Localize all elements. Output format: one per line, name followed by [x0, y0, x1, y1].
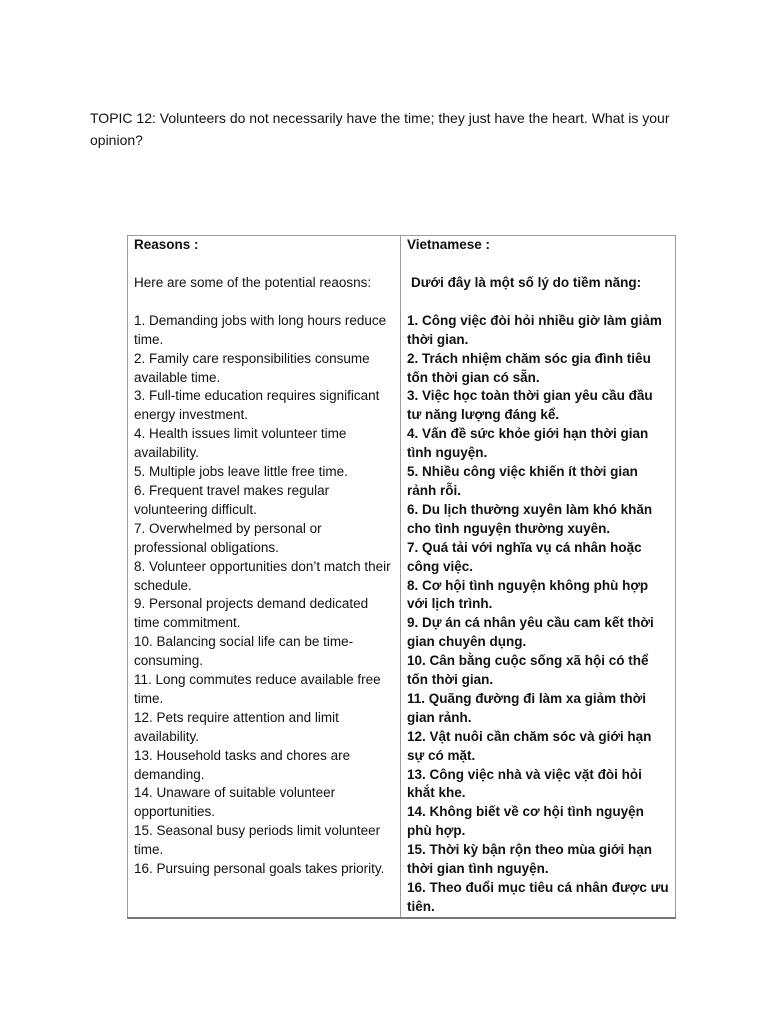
vietnamese-header: Vietnamese :	[407, 237, 491, 252]
reasons-table-wrapper	[127, 235, 675, 919]
reason-item: 3. Full-time education requires significant energy investment.	[134, 388, 380, 423]
reason-item: 5. Multiple jobs leave little free time.	[134, 464, 348, 480]
reason-item: 4. Health issues limit volunteer time availability.	[134, 426, 347, 461]
vietnamese-item: 15. Thời kỳ bận rộn theo mùa giới hạn thời gian tình nguyện.	[407, 842, 652, 877]
spacer	[134, 293, 394, 312]
reason-item: 15. Seasonal busy periods limit volunteer time.	[134, 823, 381, 858]
vietnamese-item: 6. Du lịch thường xuyên làm khó khăn cho tình nguyện thường xuyên.	[407, 501, 653, 536]
topic-prompt: TOPIC 12: Volunteers do not necessarily have the time; they just have the heart. What is your opinion?	[90, 110, 670, 148]
reason-item: 8. Volunteer opportunities don’t match their schedule.	[134, 558, 391, 593]
table-row	[128, 236, 676, 918]
vietnamese-intro: Dưới đây là một số lý do tiềm năng:	[411, 274, 642, 290]
vietnamese-item: 4. Vấn đề sức khỏe giới hạn thời gian tình nguyện.	[407, 426, 649, 461]
reasons-list	[134, 312, 394, 879]
reasons-intro: Here are some of the potential reaosns:	[134, 274, 372, 290]
vietnamese-list	[407, 312, 669, 917]
vietnamese-item: 7. Quá tải với nghĩa vụ cá nhân hoặc công việc.	[407, 539, 642, 574]
vietnamese-item: 5. Nhiều công việc khiến ít thời gian rảnh rỗi.	[407, 464, 638, 498]
spacer	[134, 255, 394, 274]
reason-item: 1. Demanding jobs with long hours reduce time.	[134, 312, 387, 347]
reason-item: 2. Family care responsibilities consume available time.	[134, 350, 370, 385]
vietnamese-item: 1. Công việc đòi hỏi nhiều giờ làm giảm thời gian.	[407, 312, 662, 347]
vietnamese-column	[401, 236, 676, 918]
reasons-header: Reasons :	[134, 237, 199, 252]
spacer	[407, 255, 669, 274]
reason-item: 10. Balancing social life can be time-consuming.	[134, 634, 354, 669]
spacer	[407, 293, 669, 312]
reason-item: 11. Long commutes reduce available free time.	[134, 672, 381, 706]
reasons-table	[127, 235, 676, 919]
vietnamese-item: 12. Vật nuôi cần chăm sóc và giới hạn sự có mặt.	[407, 728, 652, 763]
reason-item: 13. Household tasks and chores are demanding.	[134, 747, 351, 782]
reasons-column	[128, 236, 401, 918]
reason-item: 12. Pets require attention and limit availability.	[134, 709, 339, 744]
vietnamese-item: 3. Việc học toàn thời gian yêu cầu đầu tư năng lượng đáng kể.	[407, 388, 653, 423]
reason-item: 6. Frequent travel makes regular volunteering difficult.	[134, 482, 330, 517]
reason-item: 7. Overwhelmed by personal or professional obligations.	[134, 520, 322, 555]
vietnamese-item: 16. Theo đuổi mục tiêu cá nhân được ưu tiên.	[407, 880, 669, 914]
vietnamese-item: 8. Cơ hội tình nguyện không phù hợp với lịch trình.	[407, 577, 649, 612]
reason-item: 16. Pursuing personal goals takes priority.	[134, 861, 385, 877]
reason-item: 9. Personal projects demand dedicated time commitment.	[134, 596, 369, 631]
vietnamese-item: 10. Cân bằng cuộc sống xã hội có thể tốn thời gian.	[407, 653, 649, 688]
reason-item: 14. Unaware of suitable volunteer opportunities.	[134, 785, 336, 820]
vietnamese-item: 13. Công việc nhà và việc vặt đòi hỏi khắt khe.	[407, 766, 642, 801]
vietnamese-item: 11. Quãng đường đi làm xa giảm thời gian rảnh.	[407, 690, 647, 725]
vietnamese-item: 9. Dự án cá nhân yêu cầu cam kết thời gian chuyên dụng.	[407, 615, 654, 650]
vietnamese-item: 2. Trách nhiệm chăm sóc gia đình tiêu tốn thời gian có sẵn.	[407, 350, 651, 385]
vietnamese-item: 14. Không biết về cơ hội tình nguyện phù hợp.	[407, 804, 644, 839]
